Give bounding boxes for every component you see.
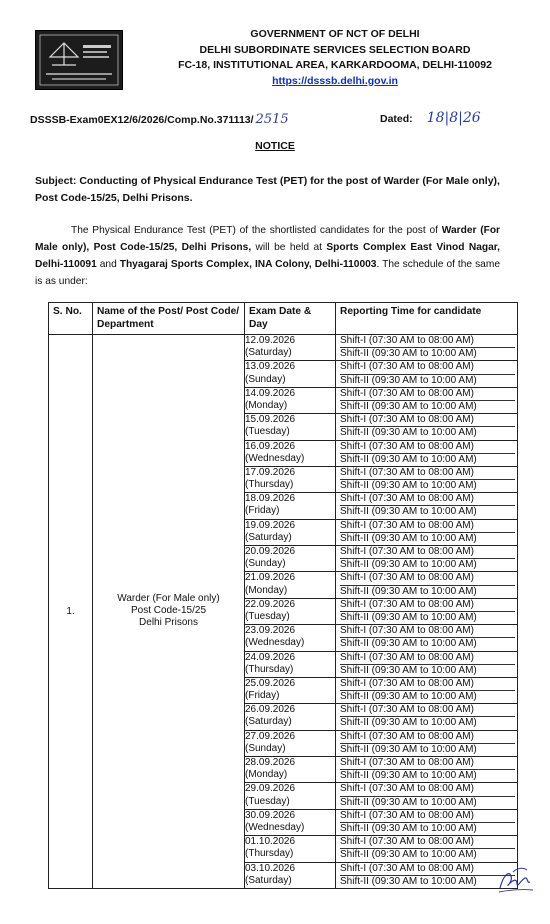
reporting-time-cell bbox=[336, 414, 518, 440]
exam-date-cell bbox=[245, 598, 336, 624]
reporting-time-cell bbox=[336, 677, 518, 703]
body-part-3: and bbox=[96, 259, 120, 270]
body-part-1: The Physical Endurance Test (PET) of the shortlisted candidates for the post of bbox=[71, 225, 442, 236]
table-row bbox=[49, 335, 518, 361]
reporting-time-cell bbox=[336, 625, 518, 651]
shift-one-time: Shift-I (07:30 AM to 08:00 AM) bbox=[340, 388, 515, 401]
shift-one-time: Shift-I (07:30 AM to 08:00 AM) bbox=[340, 836, 515, 849]
exam-date: 28.09.2026 bbox=[245, 757, 296, 768]
exam-date: 14.09.2026 bbox=[245, 387, 296, 399]
reporting-time-cell bbox=[336, 651, 518, 677]
exam-day: (Sunday) bbox=[245, 742, 286, 754]
exam-date: 22.09.2026 bbox=[245, 598, 296, 610]
shift-two-time: Shift-II (09:30 AM to 10:00 AM) bbox=[340, 770, 477, 782]
shift-one-time: Shift-I (07:30 AM to 08:00 AM) bbox=[340, 757, 515, 770]
shift-one-time: Shift-I (07:30 AM to 08:00 AM) bbox=[340, 678, 515, 691]
handwritten-reference: 2515 bbox=[255, 112, 289, 127]
post-name-line: Post Code-15/25 bbox=[130, 605, 207, 617]
exam-day: (Thursday) bbox=[245, 663, 294, 675]
header-line-board: DELHI SUBORDINATE SERVICES SELECTION BOARD bbox=[199, 43, 471, 56]
reporting-time-cell bbox=[336, 466, 518, 492]
shift-one-time: Shift-I (07:30 AM to 08:00 AM) bbox=[340, 599, 515, 612]
post-name-cell bbox=[93, 335, 245, 889]
shift-two-time: Shift-II (09:30 AM to 10:00 AM) bbox=[340, 506, 477, 518]
exam-day: (Sunday) bbox=[245, 558, 286, 570]
shift-two-time: Shift-II (09:30 AM to 10:00 AM) bbox=[340, 796, 477, 808]
exam-date: 12.09.2026 bbox=[245, 335, 296, 346]
exam-date: 29.09.2026 bbox=[245, 783, 296, 795]
dated-label: Dated: bbox=[380, 113, 413, 125]
dated-line bbox=[380, 110, 481, 126]
notice-title: NOTICE bbox=[255, 140, 295, 152]
subject-line: Subject: Conducting of Physical Endurance Test (PET) for the post of Warder (For Male only), Post Code-15/25, Delhi Prisons. bbox=[35, 175, 500, 204]
exam-date: 13.09.2026 bbox=[245, 361, 296, 373]
exam-date: 25.09.2026 bbox=[245, 677, 296, 689]
shift-one-time: Shift-I (07:30 AM to 08:00 AM) bbox=[340, 572, 515, 585]
body-paragraph bbox=[35, 222, 500, 290]
office-header bbox=[140, 27, 530, 89]
exam-date-cell bbox=[245, 757, 336, 783]
exam-day: (Wednesday) bbox=[245, 637, 305, 649]
exam-day: (Thursday) bbox=[245, 479, 294, 491]
exam-date-cell bbox=[245, 783, 336, 809]
exam-day: (Monday) bbox=[245, 769, 288, 781]
shift-two-time: Shift-II (09:30 AM to 10:00 AM) bbox=[340, 480, 477, 492]
exam-date-cell bbox=[245, 335, 336, 361]
handwritten-signature-icon bbox=[495, 862, 535, 896]
exam-date: 23.09.2026 bbox=[245, 625, 296, 637]
exam-date-cell bbox=[245, 361, 336, 387]
exam-day: (Tuesday) bbox=[245, 610, 290, 622]
shift-one-time: Shift-I (07:30 AM to 08:00 AM) bbox=[340, 625, 515, 638]
exam-day: (Friday) bbox=[245, 690, 280, 702]
post-name-line: Warder (For Male only) bbox=[117, 593, 220, 605]
exam-date: 17.09.2026 bbox=[245, 466, 296, 478]
exam-day: (Saturday) bbox=[245, 531, 292, 543]
reporting-time-cell bbox=[336, 783, 518, 809]
shift-one-time: Shift-I (07:30 AM to 08:00 AM) bbox=[340, 520, 515, 533]
exam-date-cell bbox=[245, 466, 336, 492]
exam-day: (Thursday) bbox=[245, 848, 294, 860]
shift-two-time: Shift-II (09:30 AM to 10:00 AM) bbox=[340, 875, 477, 887]
reporting-time-cell bbox=[336, 493, 518, 519]
reporting-time-cell bbox=[336, 546, 518, 572]
shift-one-time: Shift-I (07:30 AM to 08:00 AM) bbox=[340, 414, 515, 427]
post-name-line: Delhi Prisons bbox=[139, 617, 198, 629]
shift-two-time: Shift-II (09:30 AM to 10:00 AM) bbox=[340, 664, 477, 676]
reporting-time-cell bbox=[336, 757, 518, 783]
exam-date: 15.09.2026 bbox=[245, 414, 296, 426]
header-line-government: GOVERNMENT OF NCT OF DELHI bbox=[250, 28, 420, 40]
exam-date: 18.09.2026 bbox=[245, 493, 296, 505]
reporting-time-cell bbox=[336, 862, 518, 888]
exam-date: 24.09.2026 bbox=[245, 651, 296, 663]
exam-date-cell bbox=[245, 809, 336, 835]
shift-one-time: Shift-I (07:30 AM to 08:00 AM) bbox=[340, 441, 515, 454]
shift-two-time: Shift-II (09:30 AM to 10:00 AM) bbox=[340, 427, 477, 439]
shift-two-time: Shift-II (09:30 AM to 10:00 AM) bbox=[340, 374, 477, 386]
shift-two-time: Shift-II (09:30 AM to 10:00 AM) bbox=[340, 611, 477, 623]
shift-one-time: Shift-I (07:30 AM to 08:00 AM) bbox=[340, 652, 515, 665]
reporting-time-cell bbox=[336, 387, 518, 413]
reporting-time-cell bbox=[336, 598, 518, 624]
body-venue-1: Sports Complex East Vinod Nagar, Delhi-110091 bbox=[35, 242, 500, 270]
exam-day: (Saturday) bbox=[245, 874, 292, 886]
exam-date: 20.09.2026 bbox=[245, 546, 296, 557]
reporting-time-cell bbox=[336, 572, 518, 598]
exam-date-cell bbox=[245, 862, 336, 888]
reporting-time-cell bbox=[336, 704, 518, 730]
shift-two-time: Shift-II (09:30 AM to 10:00 AM) bbox=[340, 638, 477, 650]
exam-date: 01.10.2026 bbox=[245, 836, 296, 848]
schedule-table bbox=[48, 302, 518, 889]
exam-day: (Saturday) bbox=[245, 716, 292, 728]
exam-day: (Monday) bbox=[245, 584, 288, 596]
exam-date: 27.09.2026 bbox=[245, 730, 296, 742]
website-link[interactable]: https://dsssb.delhi.gov.in bbox=[272, 74, 398, 87]
shift-two-time: Shift-II (09:30 AM to 10:00 AM) bbox=[340, 743, 477, 755]
exam-date: 03.10.2026 bbox=[245, 862, 296, 874]
shift-two-time: Shift-II (09:30 AM to 10:00 AM) bbox=[340, 849, 477, 861]
shift-one-time: Shift-I (07:30 AM to 08:00 AM) bbox=[340, 863, 515, 876]
exam-day: (Saturday) bbox=[245, 347, 292, 359]
exam-date-cell bbox=[245, 704, 336, 730]
exam-day: (Sunday) bbox=[245, 373, 286, 385]
exam-date-cell bbox=[245, 730, 336, 756]
reporting-time-cell bbox=[336, 809, 518, 835]
exam-day: (Tuesday) bbox=[245, 426, 290, 438]
exam-date-cell bbox=[245, 546, 336, 572]
header-post: Name of the Post/ Post Code/ Department bbox=[93, 303, 245, 335]
exam-day: (Wednesday) bbox=[245, 452, 305, 464]
reporting-time-cell bbox=[336, 440, 518, 466]
reporting-time-cell bbox=[336, 519, 518, 545]
exam-day: (Monday) bbox=[245, 399, 288, 411]
body-part-4: . The schedule of the same is as under: bbox=[35, 259, 501, 287]
exam-date-cell bbox=[245, 625, 336, 651]
header-reporting-time: Reporting Time for candidate bbox=[336, 303, 518, 335]
reporting-time-cell bbox=[336, 361, 518, 387]
shift-two-time: Shift-II (09:30 AM to 10:00 AM) bbox=[340, 559, 477, 571]
shift-one-time: Shift-I (07:30 AM to 08:00 AM) bbox=[340, 493, 515, 506]
exam-date-cell bbox=[245, 414, 336, 440]
header-line-address: FC-18, INSTITUTIONAL AREA, KARKARDOOMA, DELHI-110092 bbox=[178, 59, 492, 71]
exam-date: 30.09.2026 bbox=[245, 809, 296, 821]
shift-one-time: Shift-I (07:30 AM to 08:00 AM) bbox=[340, 704, 515, 717]
header-date: Exam Date & Day bbox=[245, 303, 336, 335]
reporting-time-cell bbox=[336, 730, 518, 756]
schedule-body bbox=[49, 335, 518, 889]
shift-one-time: Shift-I (07:30 AM to 08:00 AM) bbox=[340, 467, 515, 480]
body-venue-2: Thyagaraj Sports Complex, INA Colony, Delhi-110003 bbox=[119, 259, 377, 270]
exam-date: 19.09.2026 bbox=[245, 519, 296, 531]
shift-two-time: Shift-II (09:30 AM to 10:00 AM) bbox=[340, 822, 477, 834]
serial-number: 1. bbox=[49, 335, 93, 889]
exam-date: 16.09.2026 bbox=[245, 440, 296, 452]
exam-date: 26.09.2026 bbox=[245, 704, 296, 716]
exam-day: (Tuesday) bbox=[245, 795, 290, 807]
handwritten-date: 18|8|26 bbox=[426, 110, 481, 126]
shift-two-time: Shift-II (09:30 AM to 10:00 AM) bbox=[340, 585, 477, 597]
exam-date-cell bbox=[245, 440, 336, 466]
reference-text: DSSSB-Exam0EX12/6/2026/Comp.No.371113/ bbox=[30, 114, 254, 126]
reporting-time-cell bbox=[336, 335, 518, 361]
shift-two-time: Shift-II (09:30 AM to 10:00 AM) bbox=[340, 453, 477, 465]
exam-date-cell bbox=[245, 836, 336, 862]
shift-one-time: Shift-I (07:30 AM to 08:00 AM) bbox=[340, 783, 515, 796]
shift-one-time: Shift-I (07:30 AM to 08:00 AM) bbox=[340, 335, 515, 348]
exam-day: (Wednesday) bbox=[245, 821, 305, 833]
body-post-name: Warder (For Male only), Post Code-15/25, Delhi Prisons, bbox=[35, 225, 501, 253]
exam-date-cell bbox=[245, 677, 336, 703]
shift-one-time: Shift-I (07:30 AM to 08:00 AM) bbox=[340, 810, 515, 823]
exam-day: (Friday) bbox=[245, 505, 280, 517]
shift-two-time: Shift-II (09:30 AM to 10:00 AM) bbox=[340, 691, 477, 703]
exam-date: 21.09.2026 bbox=[245, 572, 296, 584]
shift-two-time: Shift-II (09:30 AM to 10:00 AM) bbox=[340, 400, 477, 412]
reference-number bbox=[30, 112, 289, 127]
dsssb-emblem-icon bbox=[35, 30, 123, 90]
shift-two-time: Shift-II (09:30 AM to 10:00 AM) bbox=[340, 532, 477, 544]
shift-two-time: Shift-II (09:30 AM to 10:00 AM) bbox=[340, 348, 477, 360]
exam-date-cell bbox=[245, 572, 336, 598]
exam-date-cell bbox=[245, 493, 336, 519]
shift-one-time: Shift-I (07:30 AM to 08:00 AM) bbox=[340, 361, 515, 374]
shift-one-time: Shift-I (07:30 AM to 08:00 AM) bbox=[340, 731, 515, 744]
exam-date-cell bbox=[245, 519, 336, 545]
exam-date-cell bbox=[245, 651, 336, 677]
table-header-row bbox=[49, 303, 518, 335]
exam-date-cell bbox=[245, 387, 336, 413]
reporting-time-cell bbox=[336, 836, 518, 862]
body-part-2: will be held at bbox=[251, 242, 327, 253]
shift-two-time: Shift-II (09:30 AM to 10:00 AM) bbox=[340, 717, 477, 729]
header-sno: S. No. bbox=[49, 303, 93, 335]
shift-one-time: Shift-I (07:30 AM to 08:00 AM) bbox=[340, 546, 515, 559]
